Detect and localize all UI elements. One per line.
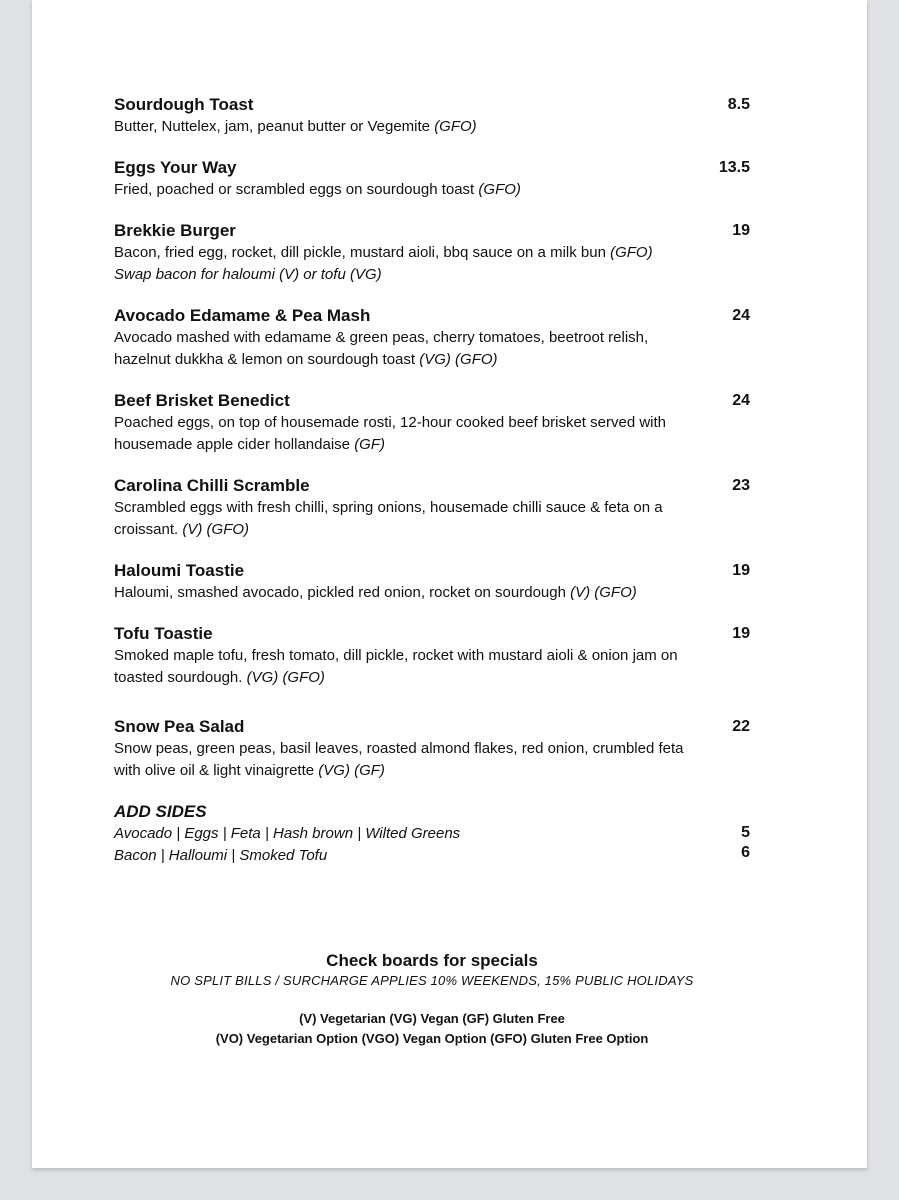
item-name: Brekkie Burger	[114, 221, 236, 240]
item-desc-text: Fried, poached or scrambled eggs on sourdough toast	[114, 181, 475, 198]
item-desc-text: Scrambled eggs with fresh chilli, spring onions, housemade chilli sauce & feta on a croissant.	[114, 499, 663, 538]
item-desc-text: Smoked maple tofu, fresh tomato, dill pickle, rocket with mustard aioli & onion jam on toasted sourdough.	[114, 647, 678, 686]
menu-item	[114, 623, 750, 689]
sides-price-1: 5	[741, 824, 750, 841]
item-name: Carolina Chilli Scramble	[114, 476, 310, 495]
item-dietary-tags: (V) (GFO)	[182, 521, 250, 538]
item-description	[114, 412, 694, 456]
item-description	[114, 497, 694, 541]
item-desc-text: Avocado mashed with edamame & green peas, cherry tomatoes, beetroot relish, hazelnut dukkha & lemon on sourdough toast	[114, 329, 649, 368]
add-sides-section	[114, 801, 750, 867]
menu-item	[114, 94, 750, 138]
item-desc-text: Bacon, fried egg, rocket, dill pickle, mustard aioli, bbq sauce on a milk bun	[114, 244, 606, 261]
item-description	[114, 179, 694, 201]
item-price: 13.5	[718, 159, 750, 176]
item-dietary-tags: (VG) (GF)	[318, 762, 385, 779]
item-dietary-tags: (V) (GFO)	[570, 584, 637, 601]
menu-item	[114, 157, 750, 201]
item-price: 19	[732, 222, 750, 239]
sides-prices	[741, 823, 750, 863]
menu-footer	[32, 950, 832, 1049]
item-description	[114, 116, 694, 138]
item-description	[114, 645, 694, 689]
menu-item	[114, 716, 750, 782]
menu-item	[114, 390, 750, 456]
item-dietary-tags: (GFO)	[434, 118, 477, 135]
item-description	[114, 327, 694, 371]
item-price: 23	[732, 477, 750, 494]
item-desc-text: Butter, Nuttelex, jam, peanut butter or Vegemite	[114, 118, 431, 135]
sides-price-2: 6	[741, 844, 750, 861]
item-price: 8.5	[727, 96, 750, 113]
item-name: Eggs Your Way	[114, 158, 237, 177]
menu-item	[114, 475, 750, 541]
item-dietary-tags: (GFO)	[478, 181, 521, 198]
item-dietary-tags: (VG) (GFO)	[246, 669, 325, 686]
item-price: 19	[732, 562, 750, 579]
item-price: 19	[732, 625, 750, 642]
legend-line-2: (VO) Vegetarian Option (VGO) Vegan Option (GFO) Gluten Free Option	[215, 1031, 649, 1046]
menu-item	[114, 560, 750, 604]
menu-item	[114, 305, 750, 371]
item-name: Tofu Toastie	[114, 624, 213, 643]
item-price: 24	[732, 307, 750, 324]
item-desc-text: Poached eggs, on top of housemade rosti, 12-hour cooked beef brisket served with housemade apple cider hollandaise	[114, 414, 667, 453]
item-dietary-tags: (VG) (GFO)	[419, 351, 498, 368]
item-name: Sourdough Toast	[114, 95, 254, 114]
sides-line-2: Bacon | Halloumi | Smoked Tofu	[114, 847, 328, 864]
legend-line-1: (V) Vegetarian (VG) Vegan (GF) Gluten Free	[299, 1011, 565, 1026]
item-price: 22	[732, 718, 750, 735]
item-name: Avocado Edamame & Pea Mash	[114, 306, 371, 325]
sides-line-1: Avocado | Eggs | Feta | Hash brown | Wilted Greens	[114, 825, 461, 842]
item-description	[114, 242, 694, 264]
dietary-legend	[32, 1009, 832, 1049]
menu-list	[114, 94, 750, 867]
item-desc-text: Haloumi, smashed avocado, pickled red onion, rocket on sourdough	[114, 584, 566, 601]
specials-notice: Check boards for specials	[326, 951, 538, 970]
item-dietary-tags: (GFO)	[610, 244, 653, 261]
menu-page	[32, 0, 867, 1168]
surcharge-notice: NO SPLIT BILLS / SURCHARGE APPLIES 10% WEEKENDS, 15% PUBLIC HOLIDAYS	[170, 973, 694, 988]
item-swap-note: Swap bacon for haloumi (V) or tofu (VG)	[114, 266, 382, 283]
item-name: Snow Pea Salad	[114, 717, 245, 736]
item-name: Haloumi Toastie	[114, 561, 245, 580]
item-price: 24	[732, 392, 750, 409]
item-description	[114, 582, 694, 604]
item-desc-text: Snow peas, green peas, basil leaves, roasted almond flakes, red onion, crumbled feta with olive oil & light vinaigrette	[114, 740, 684, 779]
sides-title: ADD SIDES	[114, 802, 207, 821]
item-description	[114, 738, 694, 782]
menu-item	[114, 220, 750, 286]
item-dietary-tags: (GF)	[354, 436, 386, 453]
item-name: Beef Brisket Benedict	[114, 391, 290, 410]
